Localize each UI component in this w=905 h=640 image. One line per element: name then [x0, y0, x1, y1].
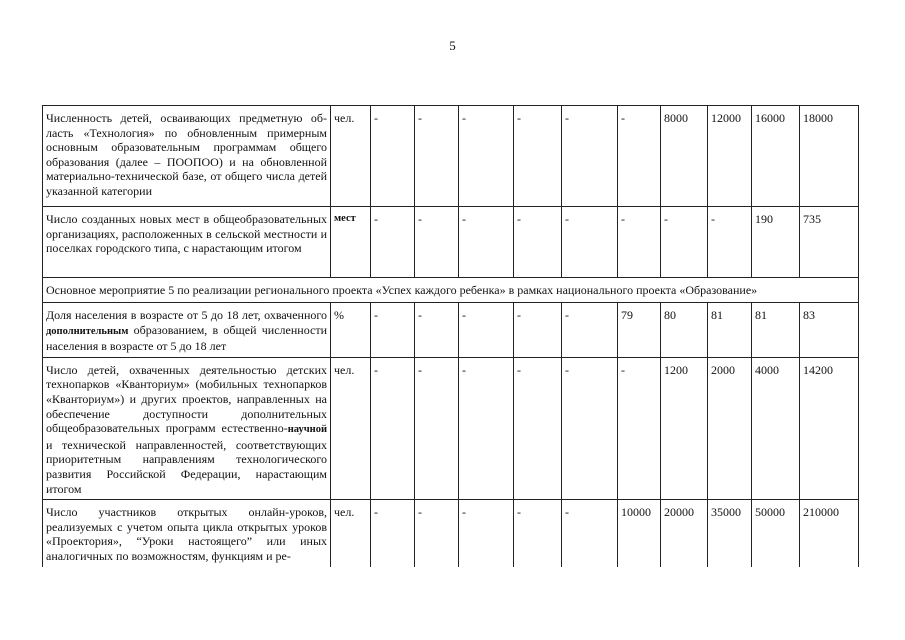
- description-bold-text: дополнительным: [46, 325, 129, 337]
- value-cell: -: [459, 357, 514, 499]
- value-cell: 12000: [708, 106, 752, 207]
- value-cell: -: [415, 357, 459, 499]
- value-cell: 18000: [800, 106, 859, 207]
- value-cell: 79: [618, 303, 661, 358]
- description-bold-text: научной: [287, 424, 327, 436]
- value-cell: 20000: [661, 500, 708, 567]
- indicator-description: Число созданных новых мест в общеобразовательных организациях, расположенных в сельской местности и поселках городского типа, с нарастающим итогом: [43, 207, 331, 278]
- value-cell: 81: [708, 303, 752, 358]
- value-cell: 80: [661, 303, 708, 358]
- indicator-description: [43, 303, 331, 358]
- indicators-table: [42, 105, 859, 567]
- value-cell: 210000: [800, 500, 859, 567]
- value-cell: 50000: [752, 500, 800, 567]
- value-cell: -: [514, 207, 562, 278]
- indicator-description: Численность детей, осваивающих предметную об-ласть «Технология» по обновленным примерным основным образовательным программам общего образования (далее – ПООПОО) и на обновленной материально-технической базе, от общего числа детей указанной категории: [43, 106, 331, 207]
- value-cell: -: [371, 357, 415, 499]
- value-cell: 8000: [661, 106, 708, 207]
- value-cell: -: [371, 303, 415, 358]
- value-cell: 4000: [752, 357, 800, 499]
- value-cell: 190: [752, 207, 800, 278]
- table-row: [43, 357, 859, 499]
- value-cell: 1200: [661, 357, 708, 499]
- unit-cell: %: [331, 303, 371, 358]
- value-cell: -: [661, 207, 708, 278]
- unit-cell: чел.: [331, 500, 371, 567]
- value-cell: -: [371, 106, 415, 207]
- unit-cell: мест: [331, 207, 371, 278]
- description-text: Число детей, охваченных деятельностью детских технопарков «Кванториум» (мобильных технопарков «Кванториум») и других проектов, направленных на обеспечение доступности дополнительных общеобразовательных программ естественно-: [46, 362, 327, 436]
- value-cell: 2000: [708, 357, 752, 499]
- value-cell: 735: [800, 207, 859, 278]
- value-cell: -: [459, 500, 514, 567]
- value-cell: -: [618, 207, 661, 278]
- value-cell: -: [562, 106, 618, 207]
- value-cell: -: [514, 500, 562, 567]
- page-number: 5: [449, 38, 456, 53]
- value-cell: -: [562, 303, 618, 358]
- value-cell: 10000: [618, 500, 661, 567]
- value-cell: -: [562, 357, 618, 499]
- table-row: [43, 207, 859, 278]
- value-cell: -: [514, 106, 562, 207]
- value-cell: 14200: [800, 357, 859, 499]
- value-cell: -: [415, 207, 459, 278]
- value-cell: -: [459, 207, 514, 278]
- indicator-description: Число участников открытых онлайн-уроков, реализуемых с учетом опыта цикла открытых уроков «Проектория», “Уроки настоящего” или иных аналогичных по возможностям, функциям и ре-: [43, 500, 331, 567]
- value-cell: -: [459, 303, 514, 358]
- section-title: Основное мероприятие 5 по реализации регионального проекта «Успех каждого ребенка» в рамках национального проекта «Образование»: [43, 278, 859, 303]
- description-text: образованием, в общей численности населения в возрасте от 5 до 18 лет: [46, 322, 327, 354]
- value-cell: -: [415, 303, 459, 358]
- value-cell: -: [371, 500, 415, 567]
- value-cell: 35000: [708, 500, 752, 567]
- value-cell: 83: [800, 303, 859, 358]
- value-cell: -: [562, 207, 618, 278]
- unit-cell: чел.: [331, 357, 371, 499]
- value-cell: -: [708, 207, 752, 278]
- value-cell: -: [618, 357, 661, 499]
- section-row: [43, 278, 859, 303]
- value-cell: -: [415, 500, 459, 567]
- value-cell: -: [514, 357, 562, 499]
- table-row: [43, 303, 859, 358]
- table-row: [43, 106, 859, 207]
- value-cell: -: [415, 106, 459, 207]
- value-cell: -: [562, 500, 618, 567]
- indicator-description: [43, 357, 331, 499]
- value-cell: -: [514, 303, 562, 358]
- description-text: и технической направленностей, соответствующих приоритетным направлениям технологического развития Российской Федерации, нарастающим итогом: [46, 437, 327, 496]
- unit-cell: чел.: [331, 106, 371, 207]
- description-text: Доля населения в возрасте от 5 до 18 лет, охваченного: [46, 308, 327, 322]
- value-cell: -: [618, 106, 661, 207]
- value-cell: -: [371, 207, 415, 278]
- value-cell: 81: [752, 303, 800, 358]
- table-row: [43, 500, 859, 567]
- value-cell: 16000: [752, 106, 800, 207]
- value-cell: -: [459, 106, 514, 207]
